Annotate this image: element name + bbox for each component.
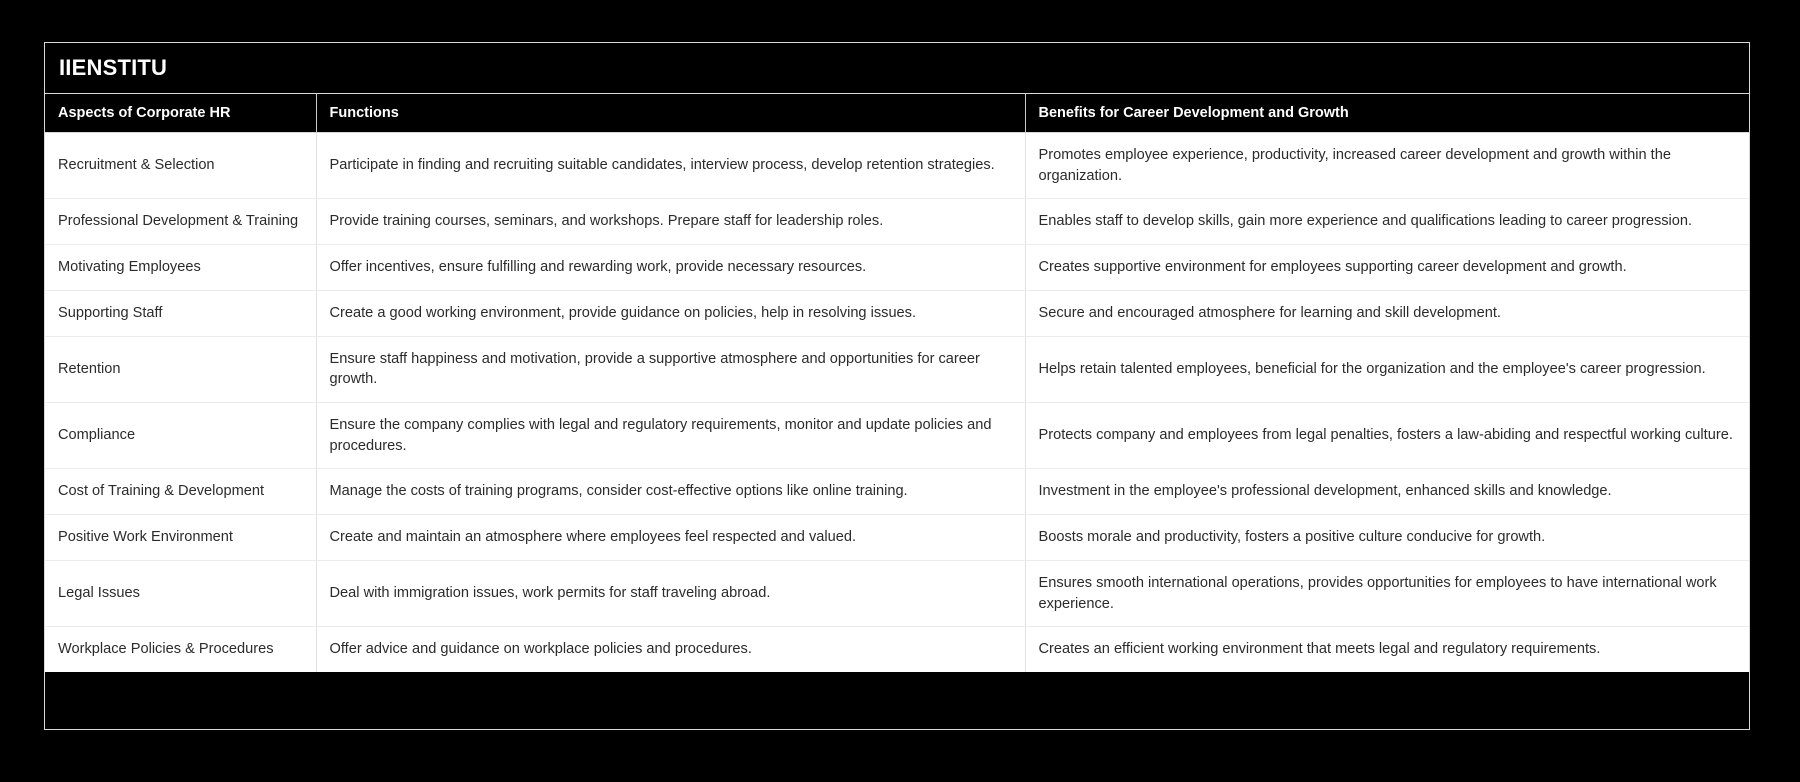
cell-aspect: Supporting Staff: [45, 290, 316, 336]
table-row: [45, 199, 1749, 245]
cell-function: Provide training courses, seminars, and workshops. Prepare staff for leadership roles.: [316, 199, 1025, 245]
cell-function: Participate in finding and recruiting suitable candidates, interview process, develop retention strategies.: [316, 133, 1025, 199]
cell-benefit: Enables staff to develop skills, gain more experience and qualifications leading to career progression.: [1025, 199, 1749, 245]
table-header-row: [45, 94, 1749, 133]
cell-benefit: Protects company and employees from legal penalties, fosters a law-abiding and respectful working culture.: [1025, 403, 1749, 469]
table-row: [45, 515, 1749, 561]
table-head: [45, 94, 1749, 133]
table-row: [45, 133, 1749, 199]
hr-table-frame: [44, 42, 1750, 730]
table-body: [45, 133, 1749, 673]
cell-aspect: Motivating Employees: [45, 245, 316, 291]
corporate-hr-table: [45, 94, 1749, 672]
cell-function: Deal with immigration issues, work permits for staff traveling abroad.: [316, 560, 1025, 626]
cell-benefit: Investment in the employee's professional development, enhanced skills and knowledge.: [1025, 469, 1749, 515]
cell-aspect: Positive Work Environment: [45, 515, 316, 561]
column-header-aspects: Aspects of Corporate HR: [45, 94, 316, 133]
cell-benefit: Creates supportive environment for employees supporting career development and growth.: [1025, 245, 1749, 291]
cell-function: Create a good working environment, provide guidance on policies, help in resolving issues.: [316, 290, 1025, 336]
cell-function: Ensure the company complies with legal and regulatory requirements, monitor and update policies and procedures.: [316, 403, 1025, 469]
cell-function: Create and maintain an atmosphere where employees feel respected and valued.: [316, 515, 1025, 561]
table-row: [45, 403, 1749, 469]
cell-function: Manage the costs of training programs, consider cost-effective options like online training.: [316, 469, 1025, 515]
cell-benefit: Ensures smooth international operations, provides opportunities for employees to have international work experience.: [1025, 560, 1749, 626]
cell-aspect: Legal Issues: [45, 560, 316, 626]
table-row: [45, 627, 1749, 672]
column-header-functions: Functions: [316, 94, 1025, 133]
table-row: [45, 560, 1749, 626]
cell-aspect: Compliance: [45, 403, 316, 469]
cell-aspect: Professional Development & Training: [45, 199, 316, 245]
column-header-benefits: Benefits for Career Development and Growth: [1025, 94, 1749, 133]
table-row: [45, 245, 1749, 291]
table-row: [45, 469, 1749, 515]
cell-function: Offer advice and guidance on workplace policies and procedures.: [316, 627, 1025, 672]
cell-aspect: Workplace Policies & Procedures: [45, 627, 316, 672]
brand-header: [45, 43, 1749, 94]
cell-function: Offer incentives, ensure fulfilling and rewarding work, provide necessary resources.: [316, 245, 1025, 291]
cell-benefit: Boosts morale and productivity, fosters a positive culture conducive for growth.: [1025, 515, 1749, 561]
cell-benefit: Promotes employee experience, productivity, increased career development and growth within the organization.: [1025, 133, 1749, 199]
cell-aspect: Retention: [45, 336, 316, 402]
cell-benefit: Secure and encouraged atmosphere for learning and skill development.: [1025, 290, 1749, 336]
cell-benefit: Creates an efficient working environment that meets legal and regulatory requirements.: [1025, 627, 1749, 672]
cell-function: Ensure staff happiness and motivation, provide a supportive atmosphere and opportunities for career growth.: [316, 336, 1025, 402]
cell-aspect: Recruitment & Selection: [45, 133, 316, 199]
table-row: [45, 290, 1749, 336]
cell-benefit: Helps retain talented employees, beneficial for the organization and the employee's career progression.: [1025, 336, 1749, 402]
cell-aspect: Cost of Training & Development: [45, 469, 316, 515]
table-row: [45, 336, 1749, 402]
brand-title: IIENSTITU: [59, 55, 168, 80]
